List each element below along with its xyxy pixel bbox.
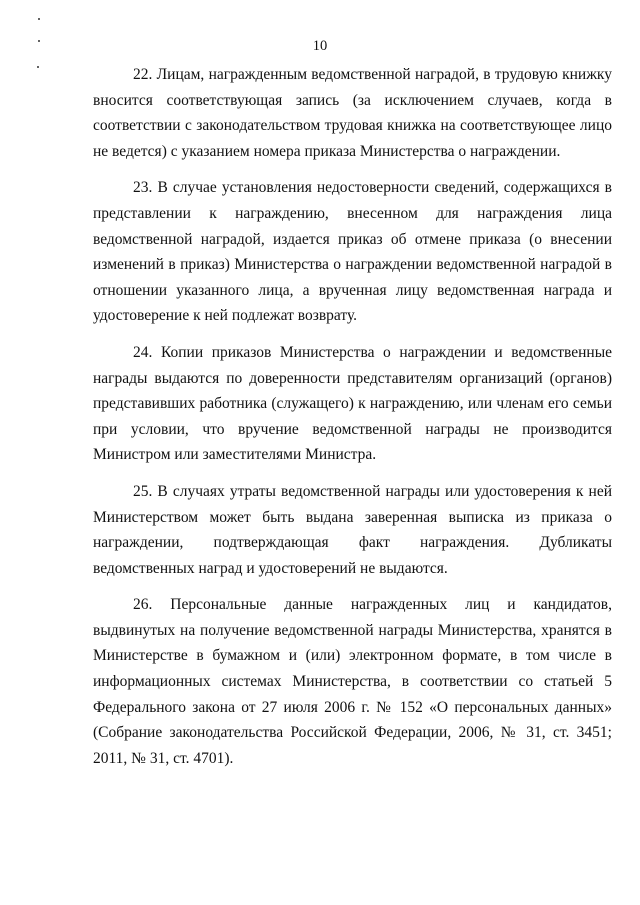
paragraph-24: 24. Копии приказов Министерства о награждении и ведомственные награды выдаются по доверенности представителям организаций (органов) представивших работника (служащего) к награждению, или членам его семьи при условии, что вручение ведомственной награды не производится Министром или заместителями Министра. — [93, 343, 612, 464]
scan-speck — [38, 18, 40, 20]
scan-speck — [37, 66, 39, 68]
paragraph-23: 23. В случае установления недостоверности сведений, содержащихся в представлении к награждению, внесенном для награждения лица ведомственной наградой, издается приказ об отмене приказа (о внесении изменений в приказ) Министерства о награждении ведомственной наградой в отношении указанного лица, а врученная лицу ведомственная награда и удостоверение к ней подлежат возврату. — [93, 179, 612, 325]
page-number: 10 — [312, 38, 328, 54]
paragraph-26: 26. Персональные данные награжденных лиц и кандидатов, выдвинутых на получение ведомственной награды Министерства, хранятся в Министерстве в бумажном и (или) электронном формате, в том числе в информационных системах Министерства, в соответствии со статьей 5 Федерального закона от 27 июля 2006 г. № 152 «О персональных данных» (Собрание законодательства Российской Федерации, 2006, № 31, ст. 3451; 2011, № 31, ст. 4701). — [93, 596, 612, 767]
document-body — [93, 62, 612, 782]
paragraph-22: 22. Лицам, награжденным ведомственной наградой, в трудовую книжку вносится соответствующая запись (за исключением случаев, когда в соответствии с законодательством трудовая книжка на соответствующее лицо не ведется) с указанием номера приказа Министерства о награждении. — [93, 66, 612, 160]
paragraph-25: 25. В случаях утраты ведомственной награды или удостоверения к ней Министерством может быть выдана заверенная выписка из приказа о награждении, подтверждающая факт награждения. Дубликаты ведомственных наград и удостоверений не выдаются. — [93, 482, 612, 577]
